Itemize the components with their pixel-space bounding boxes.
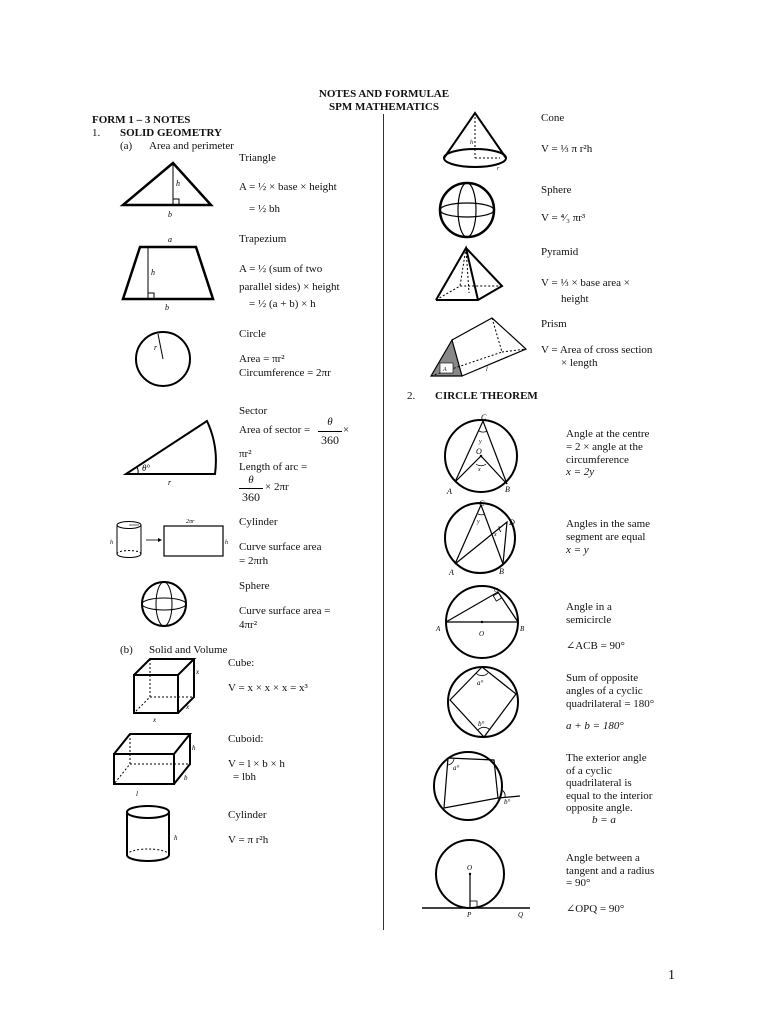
label-C: C: [494, 588, 499, 594]
theorem-5-line-3: quadrilateral is: [566, 777, 632, 789]
theorem-1-figure: [433, 412, 533, 498]
circle-figure: [134, 328, 194, 390]
label-b: b: [165, 303, 169, 312]
label-h: h: [225, 540, 228, 546]
sphere-formula-2: 4πr²: [239, 619, 258, 631]
label-B: B: [505, 485, 510, 494]
theorem-6-line-5: ∠OPQ = 90°: [566, 903, 625, 915]
label-B: B: [499, 567, 504, 576]
cube-formula: V = x × x × x = x³: [228, 682, 308, 694]
theorem-6-line-2: tangent and a radius: [566, 865, 655, 877]
cuboid-formula-1: V = l × b × h: [228, 758, 285, 770]
cuboid-title: Cuboid:: [228, 733, 264, 745]
pyramid-formula-2: height: [561, 293, 589, 305]
label-h: h: [192, 744, 196, 752]
prism-formula-2: × length: [561, 357, 598, 369]
section-1-title: SOLID GEOMETRY: [120, 127, 222, 139]
label-x: x: [186, 703, 190, 711]
sphere-figure: [140, 580, 190, 630]
cuboid-formula-2: = lbh: [233, 771, 257, 783]
sector-figure: [122, 418, 222, 488]
label-r: r: [497, 166, 500, 172]
label-O: O: [467, 864, 473, 872]
label-Q: Q: [518, 911, 524, 919]
label-b: b: [184, 774, 188, 782]
theorem-6-figure: [418, 840, 534, 920]
label-h: h: [176, 179, 180, 188]
circle-formula-2: Circumference = 2πr: [239, 367, 331, 379]
label-l: l: [486, 367, 488, 373]
cone-title: Cone: [541, 112, 565, 124]
header-title-1: NOTES AND FORMULAE: [318, 88, 450, 100]
theorem-1-line-2: = 2 × angle at the: [566, 441, 643, 453]
theorem-2-line-2: segment are equal: [566, 531, 646, 543]
label-h: h: [151, 268, 155, 277]
sector-frac1-num: θ: [327, 416, 333, 428]
label-y: y: [479, 439, 482, 445]
header-title-2: SPM MATHEMATICS: [329, 101, 439, 113]
theorem-5-line-5: opposite angle.: [566, 802, 633, 814]
label-h: h: [470, 140, 473, 146]
label-C: C: [479, 499, 485, 508]
theorem-2-figure: [437, 500, 527, 582]
label-l: l: [136, 790, 138, 798]
label-x: x: [478, 467, 481, 473]
label-2pir: 2πr: [186, 519, 195, 525]
trapezium-figure: [118, 232, 218, 312]
cylinder-formula-2: = 2πrh: [239, 555, 269, 567]
theorem-5-line-6: b = a: [592, 814, 616, 826]
sector-frac2-den: 360: [242, 490, 260, 504]
theorem-5-line-4: equal to the interior: [566, 790, 653, 802]
label-B: B: [520, 625, 525, 633]
theorem-3-line-2: semicircle: [566, 614, 612, 626]
cylinder-net-figure: [108, 516, 228, 566]
page-number: 1: [668, 968, 675, 983]
fraction-bar: [318, 431, 342, 432]
subsection-a-title: Area and perimeter: [149, 140, 234, 152]
label-x: x: [196, 668, 200, 676]
label-b: b: [168, 210, 172, 219]
label-angle-b: b°: [504, 798, 511, 806]
sphere-formula-1: Curve surface area =: [239, 605, 331, 617]
cube-figure: [128, 655, 208, 725]
theorem-5-figure: [426, 748, 526, 824]
cylinder-volume-title: Cylinder: [228, 809, 267, 821]
sector-frac1-den: 360: [321, 433, 339, 447]
label-r: r: [154, 343, 158, 352]
sector-title: Sector: [239, 405, 268, 417]
triangle-formula-1: A = ½ × base × height: [239, 181, 337, 193]
sector-area-label: Area of sector =: [239, 424, 311, 436]
fraction-bar: [239, 488, 263, 489]
label-A: A: [443, 367, 447, 373]
cylinder-volume-formula: V = π r²h: [228, 834, 269, 846]
cylinder-volume-figure: [122, 803, 182, 865]
cube-title: Cube:: [228, 657, 255, 669]
label-r: r: [168, 478, 172, 487]
sphere-volume-title: Sphere: [541, 184, 572, 196]
cylinder-title: Cylinder: [239, 516, 278, 528]
form-heading: FORM 1 – 3 NOTES: [92, 114, 191, 126]
theorem-4-line-3: quadrilateral = 180°: [566, 698, 655, 710]
pyramid-formula-1: V = ⅓ × base area ×: [541, 277, 630, 289]
pyramid-title: Pyramid: [541, 246, 579, 258]
label-angle-b: b°: [478, 720, 485, 728]
label-A: A: [447, 487, 452, 496]
cuboid-figure: [108, 730, 198, 798]
label-O: O: [479, 630, 485, 638]
circle-title: Circle: [239, 328, 266, 340]
triangle-formula-2: = ½ bh: [249, 203, 280, 215]
section-2-title: CIRCLE THEOREM: [435, 390, 538, 402]
theorem-4-line-1: Sum of opposite: [566, 672, 639, 684]
prism-formula-1: V = Area of cross section: [541, 344, 653, 356]
label-y: y: [477, 519, 480, 525]
theorem-3-line-1: Angle in a: [566, 601, 612, 613]
sphere-title: Sphere: [239, 580, 270, 592]
label-A: A: [449, 568, 454, 577]
column-divider: [383, 114, 384, 930]
label-theta: θ°: [142, 463, 151, 473]
label-x: x: [153, 716, 157, 724]
trapezium-title: Trapezium: [239, 233, 287, 245]
label-h: h: [174, 834, 178, 842]
sphere-volume-formula: V = ⁴⁄₃ πr³: [541, 212, 586, 224]
subsection-a-number: (a): [120, 140, 133, 152]
label-C: C: [481, 413, 487, 422]
label-A: A: [436, 625, 441, 633]
theorem-1-line-3: circumference: [566, 454, 629, 466]
trapezium-formula-2: parallel sides) × height: [239, 281, 340, 293]
prism-figure: [428, 316, 528, 380]
theorem-5-line-1: The exterior angle: [566, 752, 647, 764]
sector-arc-formula: × 2πr: [265, 481, 289, 493]
theorem-5-line-2: of a cyclic: [566, 765, 612, 777]
theorem-2-line-3: x = y: [566, 544, 589, 556]
sector-arc-label: Length of arc =: [239, 461, 308, 473]
sector-frac2-num: θ: [248, 474, 254, 486]
theorem-4-figure: [440, 664, 526, 740]
theorem-6-line-1: Angle between a: [566, 852, 640, 864]
label-h: h: [110, 540, 113, 546]
circle-formula-1: Area = πr²: [239, 353, 285, 365]
theorem-1-line-4: x = 2y: [566, 466, 595, 478]
cone-figure: [440, 110, 510, 172]
theorem-2-line-1: Angles in the same: [566, 518, 651, 530]
cone-formula: V = ⅓ π r²h: [541, 143, 593, 155]
sector-area-pi-r2: πr²: [239, 448, 252, 460]
prism-title: Prism: [541, 318, 567, 330]
trapezium-formula-3: = ½ (a + b) × h: [249, 298, 316, 310]
section-2-number: 2.: [407, 390, 416, 402]
label-P: P: [467, 911, 472, 919]
theorem-4-line-5: a + b = 180°: [566, 720, 624, 732]
theorem-6-line-3: = 90°: [566, 877, 591, 889]
label-angle-a: a°: [477, 679, 484, 687]
theorem-4-line-2: angles of a cyclic: [566, 685, 643, 697]
triangle-title: Triangle: [239, 152, 276, 164]
label-O: O: [476, 447, 482, 456]
subsection-b-title: Solid and Volume: [149, 644, 228, 656]
section-1-number: 1.: [92, 127, 101, 139]
label-D: D: [509, 518, 515, 527]
pyramid-figure: [432, 244, 508, 306]
cylinder-formula-1: Curve surface area: [239, 541, 322, 553]
theorem-1-line-1: Angle at the centre: [566, 428, 650, 440]
theorem-3-figure: [430, 586, 530, 646]
theorem-3-line-4: ∠ACB = 90°: [566, 640, 625, 652]
triangle-figure: [118, 160, 218, 220]
sphere-volume-figure: [438, 181, 498, 241]
sector-times: ×: [343, 424, 350, 436]
label-x: x: [494, 532, 497, 538]
trapezium-formula-1: A = ½ (sum of two: [239, 263, 323, 275]
label-a: a: [168, 235, 172, 244]
subsection-b-number: (b): [120, 644, 133, 656]
label-angle-a: a°: [453, 764, 460, 772]
